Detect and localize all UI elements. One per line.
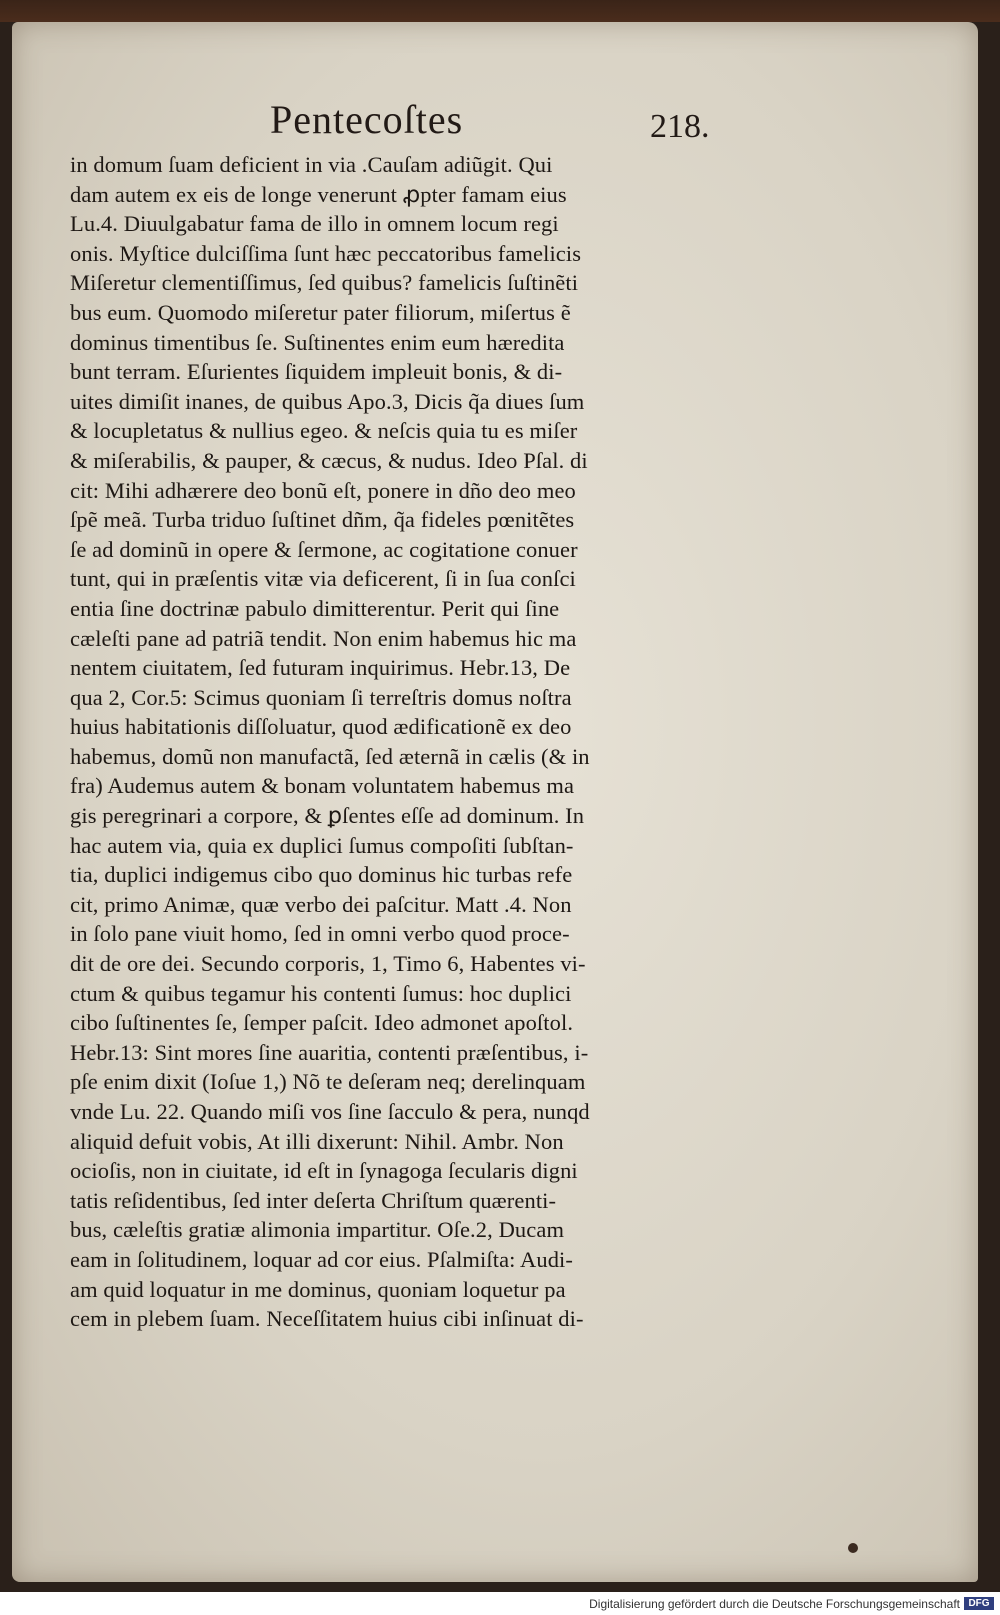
- dfg-logo: DFG: [964, 1597, 994, 1610]
- text-line: am quid loquatur in me dominus, quoniam loquetur pa: [70, 1276, 566, 1302]
- text-line: ctum & quibus tegamur his contenti ſumus: hoc duplici: [70, 980, 572, 1006]
- text-line: huius habitationis diſſoluatur, quod ædificationẽ ex deo: [70, 714, 572, 740]
- text-line: hac autem via, quia ex duplici ſumus compoſiti ſubſtan-: [70, 832, 574, 858]
- text-line: ocioſis, non in ciuitate, id eſt in ſynagoga ſecularis digni: [70, 1158, 578, 1184]
- text-line: ſpẽ meã. Turba triduo ſuſtinet dñm, q̃a fideles pœnitẽtes: [70, 507, 575, 533]
- body-text: [70, 150, 765, 1334]
- digitization-credit: Digitalisierung gefördert durch die Deutsche Forschungsgemeinschaft: [589, 1597, 960, 1611]
- text-line: tunt, qui in præſentis vitæ via deficerent, ſi in ſua conſci: [70, 566, 576, 592]
- ink-mark: [848, 1543, 858, 1553]
- text-line: cit: Mihi adhærere deo bonũ eſt, ponere in dño deo meo: [70, 477, 576, 503]
- text-line: vnde Lu. 22. Quando miſi vos ſine ſacculo & pera, nunqd: [70, 1099, 590, 1124]
- text-line: tatis reſidentibus, ſed inter deſerta Chriſtum quærenti-: [70, 1187, 557, 1213]
- text-line: dit de ore dei. Secundo corporis, 1, Timo 6, Habentes vi-: [70, 951, 586, 977]
- text-line: bunt terram. Eſurientes ſiquidem impleuit bonis, & di-: [70, 359, 563, 385]
- text-line: & locupletatus & nullius egeo. & neſcis quia tu es miſer: [70, 418, 578, 444]
- text-line: & miſerabilis, & pauper, & cæcus, & nudus. Ideo Pſal. di: [70, 447, 588, 473]
- text-line: dam autem ex eis de longe venerunt ꝓpter famam eius: [70, 181, 567, 207]
- book-edge: [0, 0, 1000, 22]
- text-line: in ſolo pane viuit homo, ſed in omni verbo quod proce-: [70, 921, 570, 947]
- text-line: qua 2, Cor.5: Scimus quoniam ſi terreſtris domus noſtra: [70, 684, 572, 710]
- text-line: Lu.4. Diuulgabatur fama de illo in omnem locum regi: [70, 211, 559, 237]
- text-line: aliquid defuit vobis, At illi dixerunt: Nihil. Ambr. Non: [70, 1128, 564, 1154]
- text-line: bus, cæleſtis gratiæ alimonia impartitur. Oſe.2, Ducam: [70, 1217, 565, 1243]
- text-line: dominus timentibus ſe. Suſtinentes enim eum hæredita: [70, 329, 565, 355]
- text-line: pſe enim dixit (Ioſue 1,) Nõ te deſeram neq; derelinquam: [70, 1069, 586, 1095]
- text-line: tia, duplici indigemus cibo quo dominus hic turbas refe: [70, 862, 573, 888]
- text-line: uites dimiſit inanes, de quibus Apo.3, Dicis q̃a diues ſum: [70, 388, 585, 414]
- text-line: entia ſine doctrinæ pabulo dimitterentur. Perit qui ſine: [70, 595, 560, 621]
- page-number: 218.: [650, 108, 710, 145]
- text-line: nentem ciuitatem, ſed futuram inquirimus. Hebr.13, De: [70, 655, 571, 681]
- text-line: cem in plebem ſuam. Neceſſitatem huius cibi inſinuat di-: [70, 1306, 584, 1332]
- text-line: in domum ſuam deficient in via .Cauſam adiũgit. Qui: [70, 152, 553, 177]
- text-line: bus eum. Quomodo miſeretur pater filiorum, miſertus ẽ: [70, 299, 571, 325]
- text-line: cæleſti pane ad patriã tendit. Non enim habemus hic ma: [70, 625, 577, 651]
- text-line: Hebr.13: Sint mores ſine auaritia, contenti præſentibus, i-: [70, 1039, 589, 1065]
- text-line: cibo ſuſtinentes ſe, ſemper paſcit. Ideo admonet apoſtol.: [70, 1010, 574, 1036]
- running-title: Pentecoſtes: [270, 97, 464, 142]
- text-line: Miſeretur clementiſſimus, ſed quibus? famelicis ſuſtinẽti: [70, 270, 579, 296]
- text-line: eam in ſolitudinem, loquar ad cor eius. Pſalmiſta: Audi-: [70, 1246, 574, 1272]
- text-line: fra) Audemus autem & bonam voluntatem habemus ma: [70, 773, 575, 799]
- text-line: habemus, domũ non manufactã, ſed æternã in cælis (& in: [70, 743, 590, 769]
- text-line: onis. Myſtice dulciſſima ſunt hæc peccatoribus famelicis: [70, 240, 582, 266]
- text-line: ſe ad dominũ in opere & ſermone, ac cogitatione conuer: [70, 536, 578, 562]
- text-line: cit, primo Animæ, quæ verbo dei paſcitur. Matt .4. Non: [70, 891, 572, 917]
- text-line: gis peregrinari a corpore, & ꝑſentes eſſe ad dominum. In: [70, 803, 585, 829]
